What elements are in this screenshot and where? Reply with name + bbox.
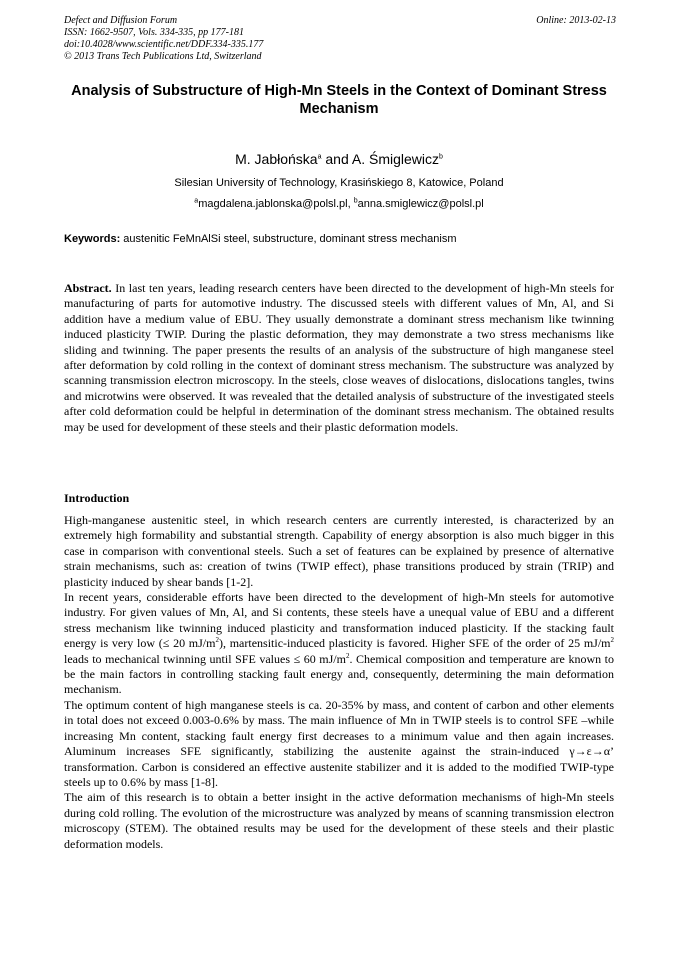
abstract-text: In last ten years, leading research centers have been directed to the development of high-Mn steels for manufacturing of parts for automotive industry. The discussed steels with different values of Mn, Al, and Si addition have a medium value of EBU. They usually demonstrate a dominant stress mechanism like twinning induced plasticity TWIP. During the plastic deformation, they may demonstrate a two stress mechanisms like sliding and twinning. The paper presents the results of an analysis of the substructure of high manganese steel after deformation by cold rolling in the context of dominant stress mechanism. The substructure was analyzed by scanning transmission electron microscopy. In the steels, close weaves of dislocations, dislocations tangles, twins and microtwins were observed. It was revealed that the detailed analysis of substructure of the investigated steels after cold deformation could be helpful in determination of the dominant stress mechanism. The obtained results may be used for development of these steels and their plastic deformation models. xyxy=(64,281,614,434)
abstract-label: Abstract. xyxy=(64,281,112,295)
author-2-affil-mark: b xyxy=(439,153,443,161)
email-line xyxy=(0,197,678,211)
author-1: M. Jabłońska xyxy=(235,151,318,167)
intro-p2-part-d: . Chemical composition and temperature are known to be the main factors in controlling stacking fault energy and, consequently, determining the main deformation mechanism. xyxy=(64,651,615,697)
affiliation: Silesian University of Technology, Krasińskiego 8, Katowice, Poland xyxy=(174,177,504,189)
intro-p2-sup-1: 2 xyxy=(215,636,219,645)
email-a-mark: a xyxy=(194,197,199,205)
introduction-body xyxy=(64,513,614,852)
doi-line: doi:10.4028/www.scientific.net/DDF.334-335.177 xyxy=(64,39,264,50)
intro-paragraph-4: The aim of this research is to obtain a better insight in the active deformation mechanisms of high-Mn steels during cold rolling. The evolution of the microstructure was analyzed by means of scanning transmission electron microscopy (STEM). The obtained results may be used for the development of these steels and their plastic deformation models. xyxy=(64,790,614,851)
issn-line: ISSN: 1662-9507, Vols. 334-335, pp 177-181 xyxy=(64,27,244,38)
intro-p2-part-c: leads to mechanical twinning until SFE values ≤ 60 mJ/m xyxy=(64,651,346,666)
intro-p2-part-a: In recent years, considerable efforts have been directed to the development of high-Mn steels for automotive industry. For given values of Mn, Al, and Si contents, these steels have a unequal value of EBU and a different stress mechanism like twinning induced plasticity and transformation induced plasticity. If the stacking fault energy is very low (≤ 20 mJ/m xyxy=(64,590,614,651)
copyright-line: © 2013 Trans Tech Publications Ltd, Switzerland xyxy=(64,51,262,62)
introduction-heading: Introduction xyxy=(64,491,130,505)
online-date: Online: 2013-02-13 xyxy=(536,15,616,26)
intro-paragraph-2 xyxy=(64,590,614,698)
keywords-text: austenitic FeMnAlSi steel, substructure, dominant stress mechanism xyxy=(120,233,457,245)
journal-header xyxy=(64,15,616,63)
email-a: magdalena.jablonska@polsl.pl, xyxy=(198,198,354,210)
email-b-mark: b xyxy=(353,197,358,205)
intro-paragraph-3: The optimum content of high manganese steels is ca. 20-35% by mass, and content of carbon and other elements in total does not exceed 0.003-0.6% by mass. The main influence of Mn in TWIP steels is to control SFE –while increasing Mn content, stacking fault energy first decreases to a minimum value and then again increases. Aluminum increases SFE significantly, stabilizing the austenite against the strain-induced γ→ε→α’ transformation. Carbon is considered an effective austenite stabilizer and it is added to the modified TWIP-type steels up to 0.6% by mass [1-8]. xyxy=(64,697,614,789)
intro-p2-part-b: ), martensitic-induced plasticity is favored. Higher SFE of the order of 25 mJ/m xyxy=(218,636,611,651)
author-line xyxy=(0,151,678,167)
intro-p2-sup-3: 2 xyxy=(345,651,350,660)
author-conjunction: and xyxy=(321,151,352,167)
keywords xyxy=(64,232,624,246)
intro-paragraph-1: High-manganese austenitic steel, in which research centers are currently interested, is characterized by an extremely high formability and substantial strength. Capability of energy absorption is also much bigger in this case in comparison with conventional steels. Such a set of features can be explained by presence of alternative strain mechanisms, such as: creation of twins (TWIP effect), phase transitions produced by strain (TRIP) and plasticity induced by shear bands [1-2]. xyxy=(64,513,614,589)
abstract xyxy=(64,281,614,435)
author-1-affil-mark: a xyxy=(317,153,322,161)
keywords-label: Keywords: xyxy=(64,233,121,245)
author-2: A. Śmiglewicz xyxy=(351,151,439,167)
email-b: anna.smiglewicz@polsl.pl xyxy=(357,198,484,210)
intro-p2-sup-2: 2 xyxy=(610,636,614,645)
journal-name: Defect and Diffusion Forum xyxy=(64,15,178,26)
paper-title: Analysis of Substructure of High-Mn Steels in the Context of Dominant Stress Mechanism xyxy=(71,83,607,117)
